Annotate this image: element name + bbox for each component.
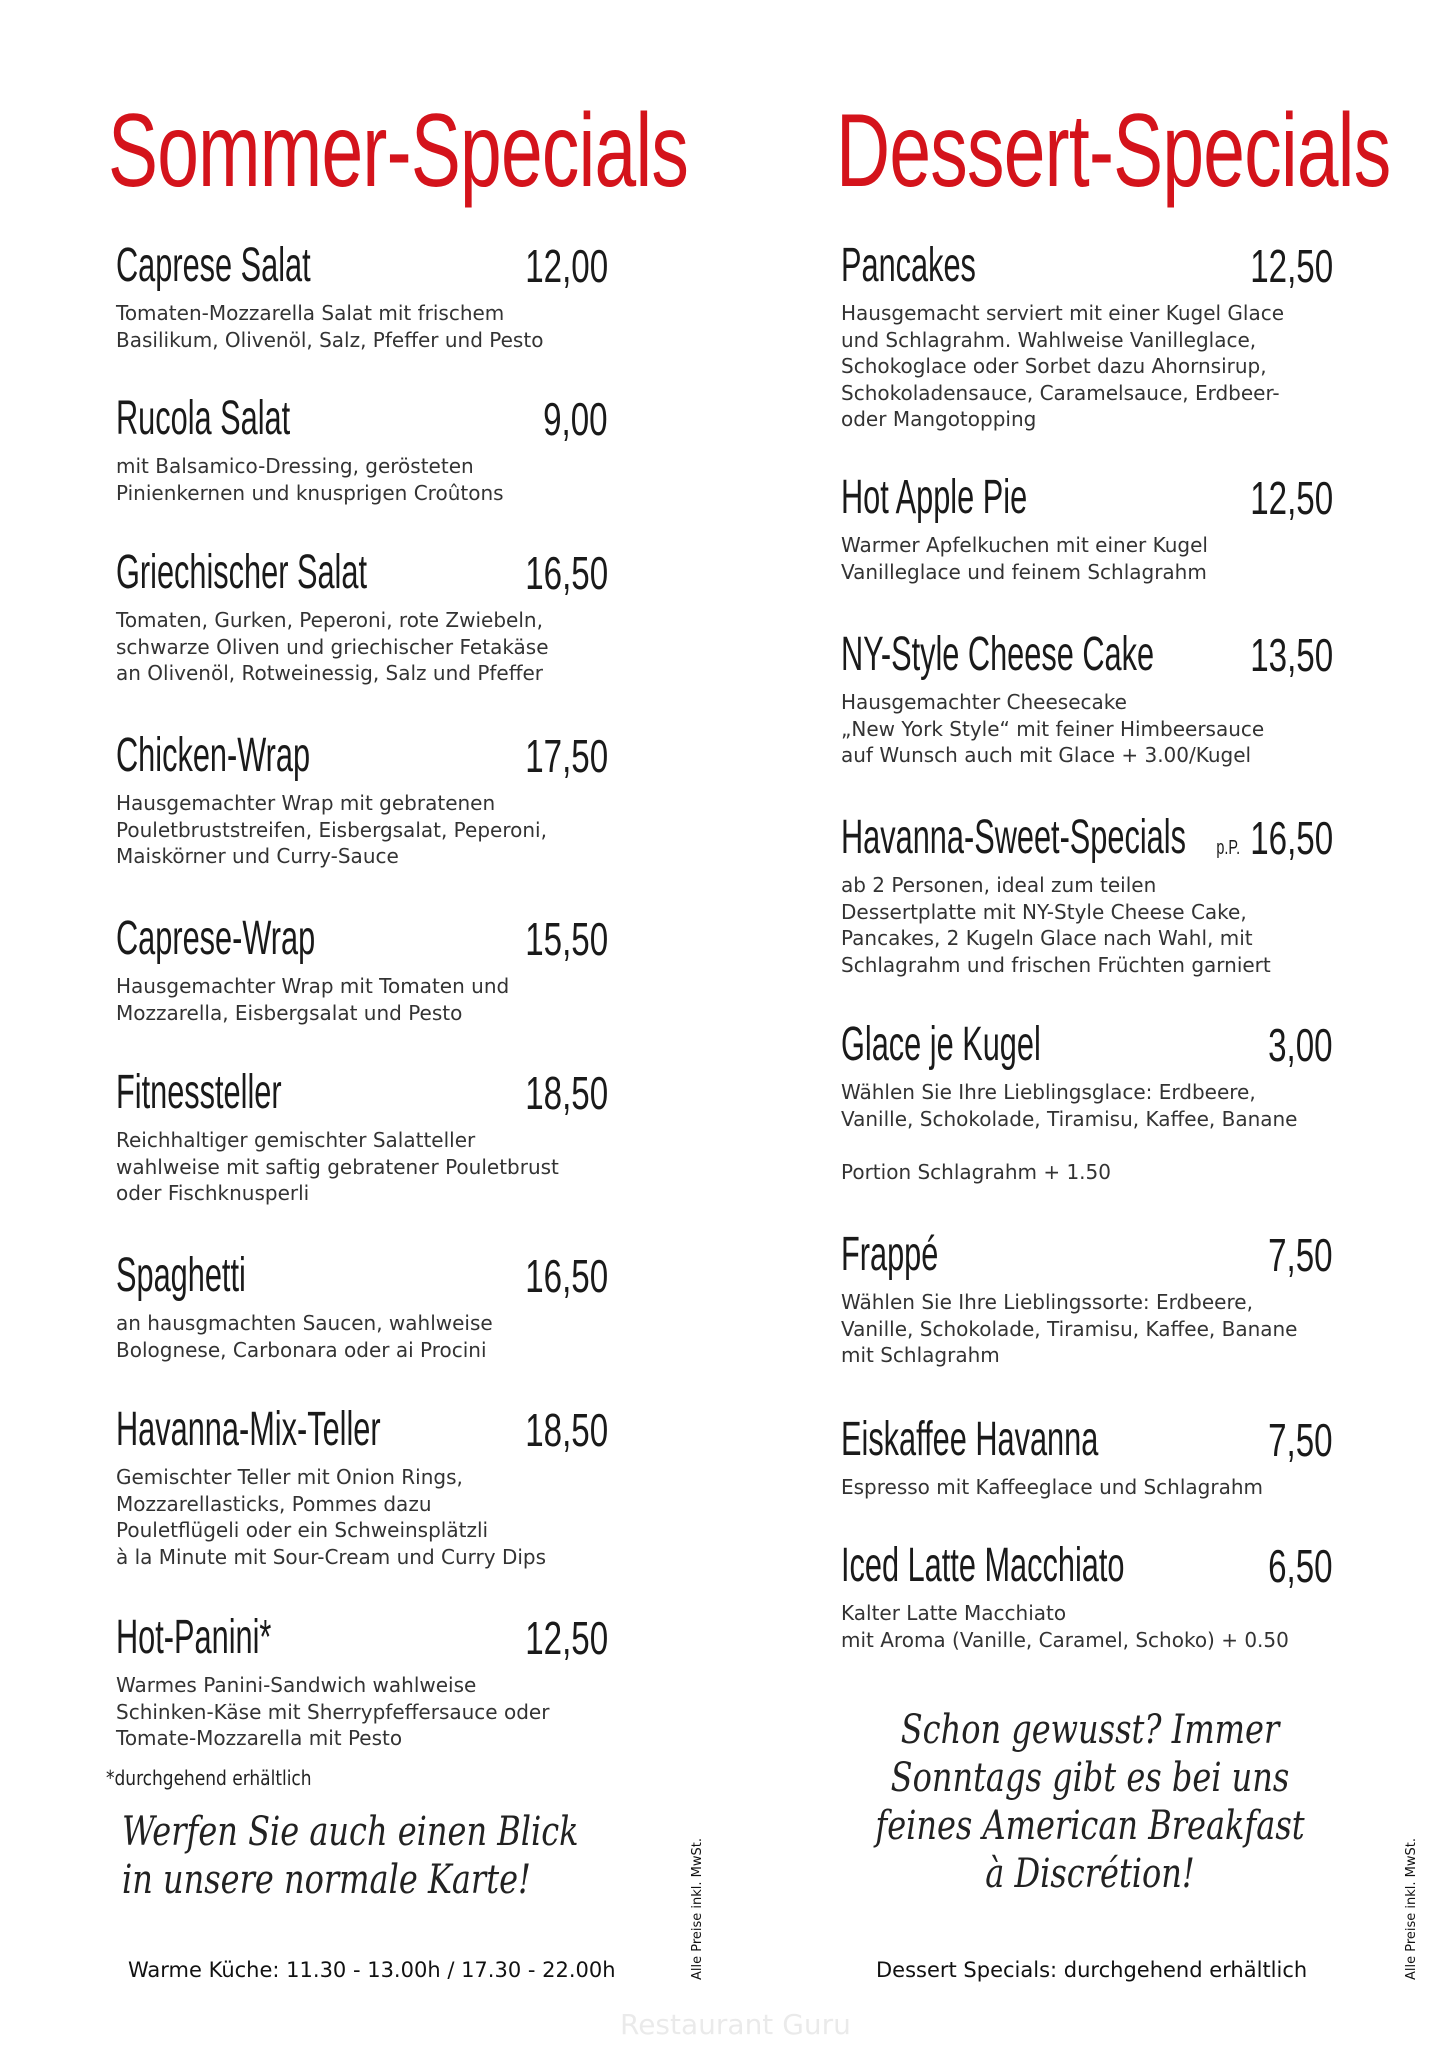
item-price: 13,50 <box>1250 629 1333 681</box>
menu-item <box>841 810 1333 978</box>
item-description: Hausgemachter Wrap mit Tomaten und Mozzarella, Eisbergsalat und Pesto <box>116 974 510 1025</box>
item-price-row <box>525 911 608 967</box>
item-description: Kalter Latte Macchiato mit Aroma (Vanille, Caramel, Schoko) + 0.50 <box>841 1601 1289 1652</box>
item-description: Warmes Panini-Sandwich wahlweise Schinken-Käse mit Sherrypfeffersauce oder Tomate-Mozzarella mit Pesto <box>116 1673 550 1750</box>
item-price-row <box>525 728 608 784</box>
item-name: Havanna-Sweet-Specials <box>841 811 1186 864</box>
item-price-row <box>1250 470 1333 526</box>
item-price-row <box>525 238 608 294</box>
item-description: Tomaten-Mozzarella Salat mit frischem Basilikum, Olivenöl, Salz, Pfeffer und Pesto <box>116 301 544 352</box>
menu-item <box>116 1402 608 1570</box>
item-description: Tomaten, Gurken, Peperoni, rote Zwiebeln, schwarze Oliven und griechischer Fetakäse an Olivenöl, Rotweinessig, Salz und Pfeffer <box>116 608 549 685</box>
item-price: 18,50 <box>525 1404 608 1456</box>
menu-item <box>841 1017 1333 1185</box>
item-name: Glace je Kugel <box>841 1018 1041 1071</box>
menu-item <box>116 391 608 506</box>
item-price-row <box>525 1402 608 1458</box>
normal-menu-hint: Werfen Sie auch einen Blick in unsere normale Karte! <box>122 1809 579 1903</box>
menu-item <box>841 1412 1333 1501</box>
item-name: Spaghetti <box>116 1249 246 1302</box>
item-price-row <box>525 545 608 601</box>
item-description: ab 2 Personen, ideal zum teilen Dessertplatte mit NY-Style Cheese Cake, Pancakes, 2 Kugeln Glace nach Wahl, mit Schlagrahm und frischen Früchten garniert <box>841 873 1271 977</box>
item-price-row <box>1250 238 1333 294</box>
item-description: Hausgemachter Cheesecake „New York Style“ mit feiner Himbeersauce auf Wunsch auch mit Glace + 3.00/Kugel <box>841 690 1265 767</box>
menu-item <box>841 1538 1333 1653</box>
kitchen-hours: Warme Küche: 11.30 - 13.00h / 17.30 - 22.00h <box>128 1958 616 1982</box>
per-person-label: p.P. <box>1216 837 1241 859</box>
menu-item <box>116 728 608 870</box>
item-price: 17,50 <box>525 730 608 782</box>
item-price-row <box>1269 1538 1333 1594</box>
item-price: 18,50 <box>525 1067 608 1119</box>
menu-item <box>841 238 1333 433</box>
item-name: Eiskaffee Havanna <box>841 1413 1099 1466</box>
item-price: 3,00 <box>1268 1019 1333 1071</box>
dessert-specials-title: Dessert-Specials <box>836 93 1391 209</box>
availability-note: *durchgehend erhältlich <box>106 1766 312 1790</box>
item-price: 16,50 <box>1250 812 1333 864</box>
item-price: 9,00 <box>543 393 608 445</box>
item-description: Wählen Sie Ihre Lieblingsglace: Erdbeere, Vanille, Schokolade, Tiramisu, Kaffee, Banane Portion Schlagrahm + 1.50 <box>841 1080 1298 1184</box>
item-name: Pancakes <box>841 239 976 292</box>
item-price: 7,50 <box>1268 1229 1333 1281</box>
item-description: Reichhaltiger gemischter Salatteller wahlweise mit saftig gebratener Pouletbrust oder Fischknusperli <box>116 1128 559 1205</box>
watermark: Restaurant Guru <box>620 2008 851 2041</box>
dessert-availability: Dessert Specials: durchgehend erhältlich <box>876 1958 1308 1982</box>
item-price: 12,50 <box>1250 472 1333 524</box>
item-price: 16,50 <box>525 547 608 599</box>
item-description: Wählen Sie Ihre Lieblingssorte: Erdbeere, Vanille, Schokolade, Tiramisu, Kaffee, Banane mit Schlagrahm <box>841 1290 1298 1367</box>
menu-item <box>116 911 608 1026</box>
menu-item <box>116 238 608 353</box>
item-price-row <box>1269 1017 1333 1073</box>
item-price: 7,50 <box>1268 1414 1333 1466</box>
menu-item <box>116 1610 608 1752</box>
item-description: mit Balsamico-Dressing, gerösteten Pinienkernen und knusprigen Croûtons <box>116 454 504 505</box>
vat-note: Alle Preise inkl. MwSt. <box>1404 1837 1419 1980</box>
item-price-row <box>525 1610 608 1666</box>
item-name: Griechischer Salat <box>116 546 367 599</box>
item-price-row <box>525 1065 608 1121</box>
item-price-row <box>1269 1227 1333 1283</box>
item-name: Rucola Salat <box>116 392 291 445</box>
item-price-row <box>1250 627 1333 683</box>
item-price-row <box>1216 810 1333 876</box>
menu-item <box>841 1227 1333 1369</box>
item-name: Frappé <box>841 1228 939 1281</box>
item-description: an hausgmachten Saucen, wahlweise Bolognese, Carbonara oder ai Procini <box>116 1311 493 1362</box>
item-price-row <box>1269 1412 1333 1468</box>
item-price-row <box>544 391 608 447</box>
item-description: Hausgemacht serviert mit einer Kugel Glace und Schlagrahm. Wahlweise Vanilleglace, Schokoglace oder Sorbet dazu Ahornsirup, Schokoladensauce, Caramelsauce, Erdbeer- oder Mangotopping <box>841 301 1285 431</box>
menu-item <box>116 1065 608 1207</box>
item-name: Caprese-Wrap <box>116 912 316 965</box>
item-name: Havanna-Mix-Teller <box>116 1403 381 1456</box>
item-description: Espresso mit Kaffeeglace und Schlagrahm <box>841 1475 1264 1499</box>
menu-item <box>116 545 608 687</box>
item-price: 15,50 <box>525 913 608 965</box>
menu-item <box>841 470 1333 585</box>
item-description: Warmer Apfelkuchen mit einer Kugel Vanilleglace und feinem Schlagrahm <box>841 533 1208 584</box>
sommer-specials-title: Sommer-Specials <box>108 93 689 209</box>
item-name: Fitnessteller <box>116 1066 282 1119</box>
item-price: 12,50 <box>1250 240 1333 292</box>
item-name: Hot Apple Pie <box>841 471 1028 524</box>
item-price: 12,00 <box>525 240 608 292</box>
item-price: 16,50 <box>525 1250 608 1302</box>
menu-item <box>841 627 1333 769</box>
item-price-row <box>525 1248 608 1304</box>
item-price: 6,50 <box>1268 1540 1333 1592</box>
item-description: Hausgemachter Wrap mit gebratenen Pouletbruststreifen, Eisbergsalat, Peperoni, Maiskörner und Curry-Sauce <box>116 791 547 868</box>
item-name: Iced Latte Macchiato <box>841 1539 1125 1592</box>
breakfast-hint: Schon gewusst? Immer Sonntags gibt es bei uns feines American Breakfast à Discrétion! <box>875 1707 1305 1897</box>
vat-note: Alle Preise inkl. MwSt. <box>690 1837 705 1980</box>
item-description: Gemischter Teller mit Onion Rings, Mozzarellasticks, Pommes dazu Pouletflügeli oder ein Schweinsplätzli à la Minute mit Sour-Cream und Curry Dips <box>116 1465 547 1569</box>
item-name: Caprese Salat <box>116 239 311 292</box>
item-name: Chicken-Wrap <box>116 729 311 782</box>
item-name: NY-Style Cheese Cake <box>841 628 1155 681</box>
menu-item <box>116 1248 608 1363</box>
item-name: Hot-Panini* <box>116 1611 272 1664</box>
item-price: 12,50 <box>525 1612 608 1664</box>
